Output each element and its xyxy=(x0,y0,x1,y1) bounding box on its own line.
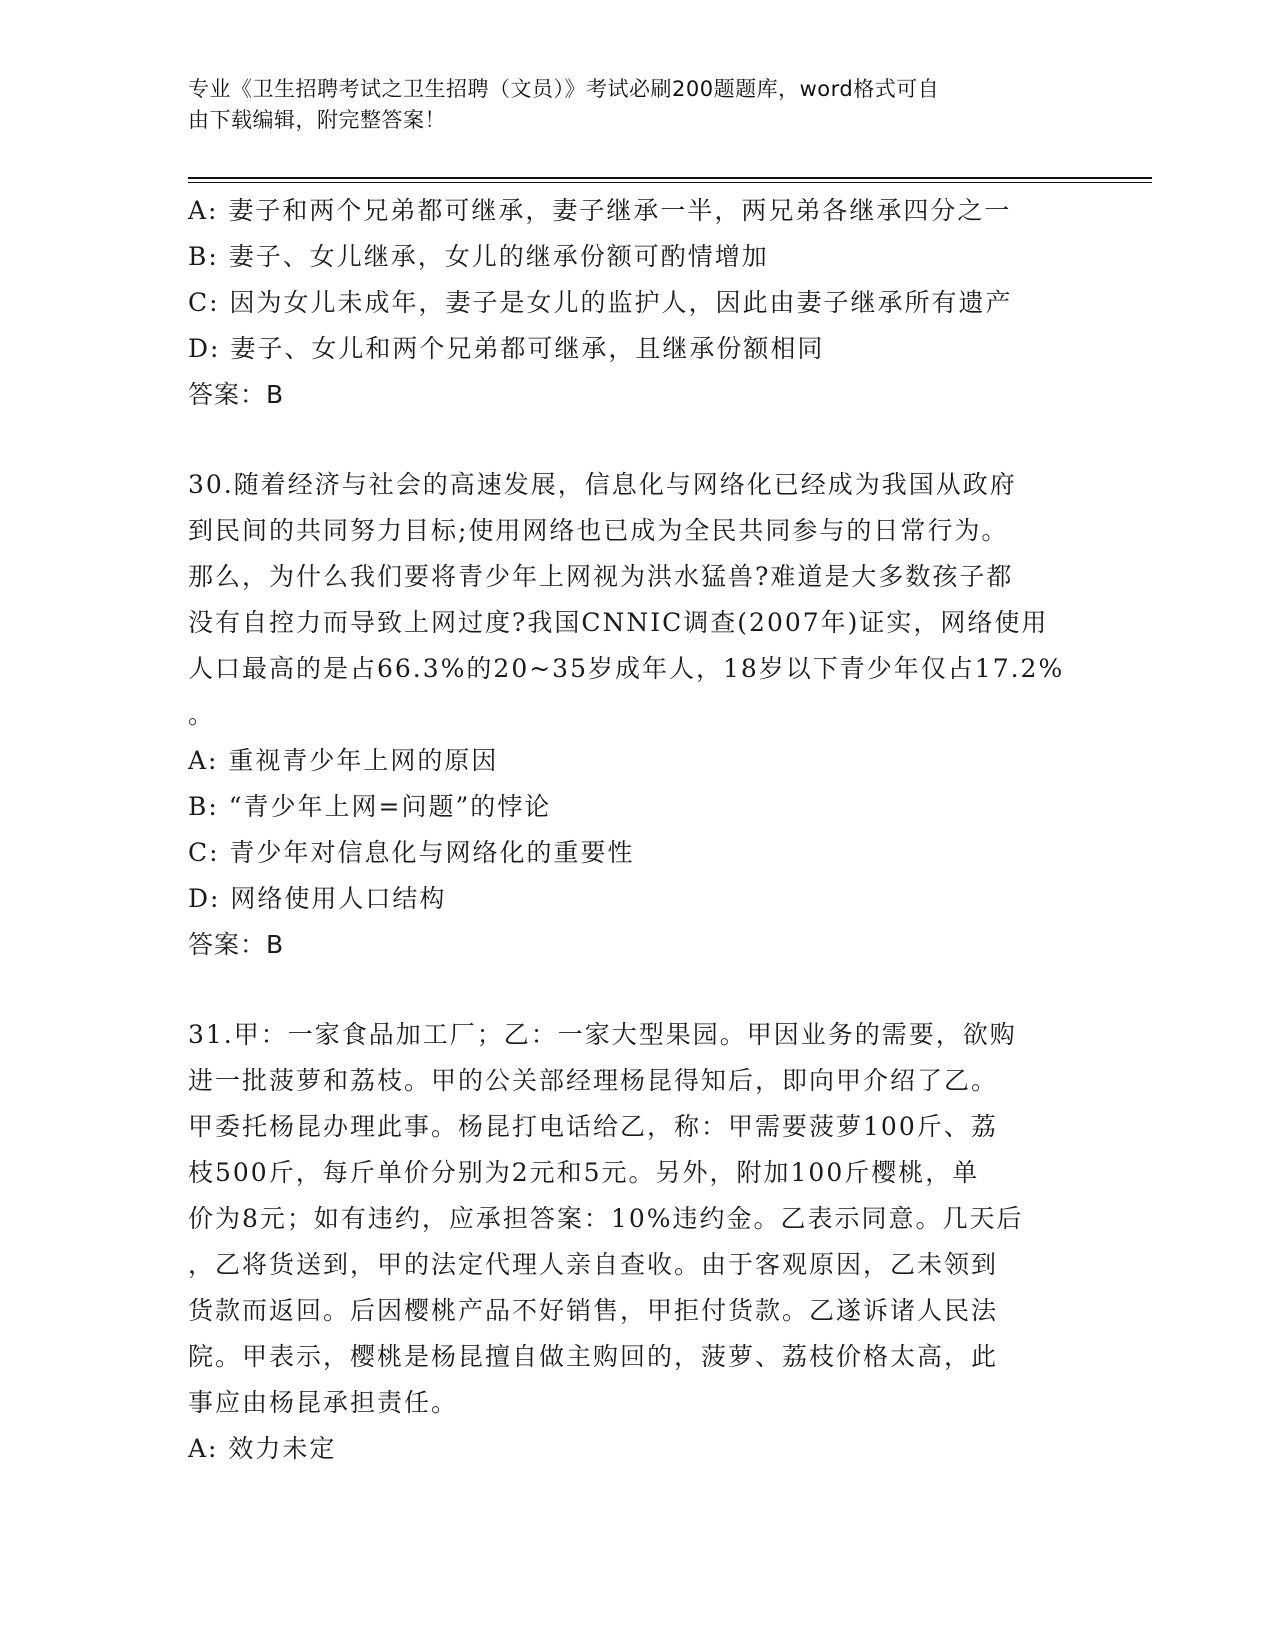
spacer xyxy=(188,418,1093,462)
option-d: D: 网络使用人口结构 xyxy=(188,884,447,913)
question-text-line: 31.甲：一家食品加工厂；乙：一家大型果园。甲因业务的需要，欲购 xyxy=(188,1020,1017,1049)
header-divider-thick xyxy=(188,177,1152,179)
option-a: A: 效力未定 xyxy=(188,1434,337,1463)
header-line-1: 专业《卫生招聘考试之卫生招聘（文员）》考试必刷200题题库，word格式可自 xyxy=(188,77,940,101)
question-31 xyxy=(188,1012,1093,1472)
option-c: C: 因为女儿未成年，妻子是女儿的监护人，因此由妻子继承所有遗产 xyxy=(188,288,1013,317)
question-30 xyxy=(188,462,1093,968)
option-a: A: 重视青少年上网的原因 xyxy=(188,746,499,775)
question-text-line: 没有自控力而导致上网过度?我国CNNIC调查(2007年)证实，网络使用 xyxy=(188,608,1049,637)
header-line-2: 由下载编辑，附完整答案！ xyxy=(188,108,446,132)
option-a: A: 妻子和两个兄弟都可继承，妻子继承一半，两兄弟各继承四分之一 xyxy=(188,196,1012,225)
option-b: B: “青少年上网=问题”的悖论 xyxy=(188,792,552,821)
spacer xyxy=(188,968,1093,1012)
question-text-line: 30.随着经济与社会的高速发展，信息化与网络化已经成为我国从政府 xyxy=(188,470,1017,499)
question-text-line: 那么，为什么我们要将青少年上网视为洪水猛兽?难道是大多数孩子都 xyxy=(188,562,1014,591)
question-text-line: 到民间的共同努力目标;使用网络也已成为全民共同参与的日常行为。 xyxy=(188,516,1009,545)
question-text-line: 货款而返回。后因樱桃产品不好销售，甲拒付货款。乙遂诉诸人民法 xyxy=(188,1296,999,1325)
question-text-line: 枝500斤，每斤单价分别为2元和5元。另外，附加100斤樱桃，单 xyxy=(188,1158,980,1187)
question-text-line: ，乙将货送到，甲的法定代理人亲自查收。由于客观原因，乙未领到 xyxy=(188,1250,999,1279)
answer-label: 答案：B xyxy=(188,380,285,409)
question-text-line: 人口最高的是占66.3%的20~35岁成年人，18岁以下青少年仅占17.2% xyxy=(188,654,1065,683)
question-text-line: 进一批菠萝和荔枝。甲的公关部经理杨昆得知后，即向甲介绍了乙。 xyxy=(188,1066,999,1095)
question-text-line: 甲委托杨昆办理此事。杨昆打电话给乙，称：甲需要菠萝100斤、荔 xyxy=(188,1112,998,1141)
option-c: C: 青少年对信息化与网络化的重要性 xyxy=(188,838,635,867)
header-divider-thin xyxy=(188,182,1152,183)
question-text-line: 价为8元；如有违约，应承担答案：10%违约金。乙表示同意。几天后 xyxy=(188,1204,1024,1233)
document-body xyxy=(188,188,1093,1472)
option-d: D: 妻子、女儿和两个兄弟都可继承，且继承份额相同 xyxy=(188,334,825,363)
option-b: B: 妻子、女儿继承，女儿的继承份额可酌情增加 xyxy=(188,242,769,271)
question-29 xyxy=(188,188,1093,418)
question-text-line: 事应由杨昆承担责任。 xyxy=(188,1388,459,1417)
answer-label: 答案：B xyxy=(188,930,285,959)
question-text-line: 。 xyxy=(188,700,216,729)
question-text-line: 院。甲表示，樱桃是杨昆擅自做主购回的，菠萝、荔枝价格太高，此 xyxy=(188,1342,999,1371)
document-header xyxy=(188,74,1088,136)
